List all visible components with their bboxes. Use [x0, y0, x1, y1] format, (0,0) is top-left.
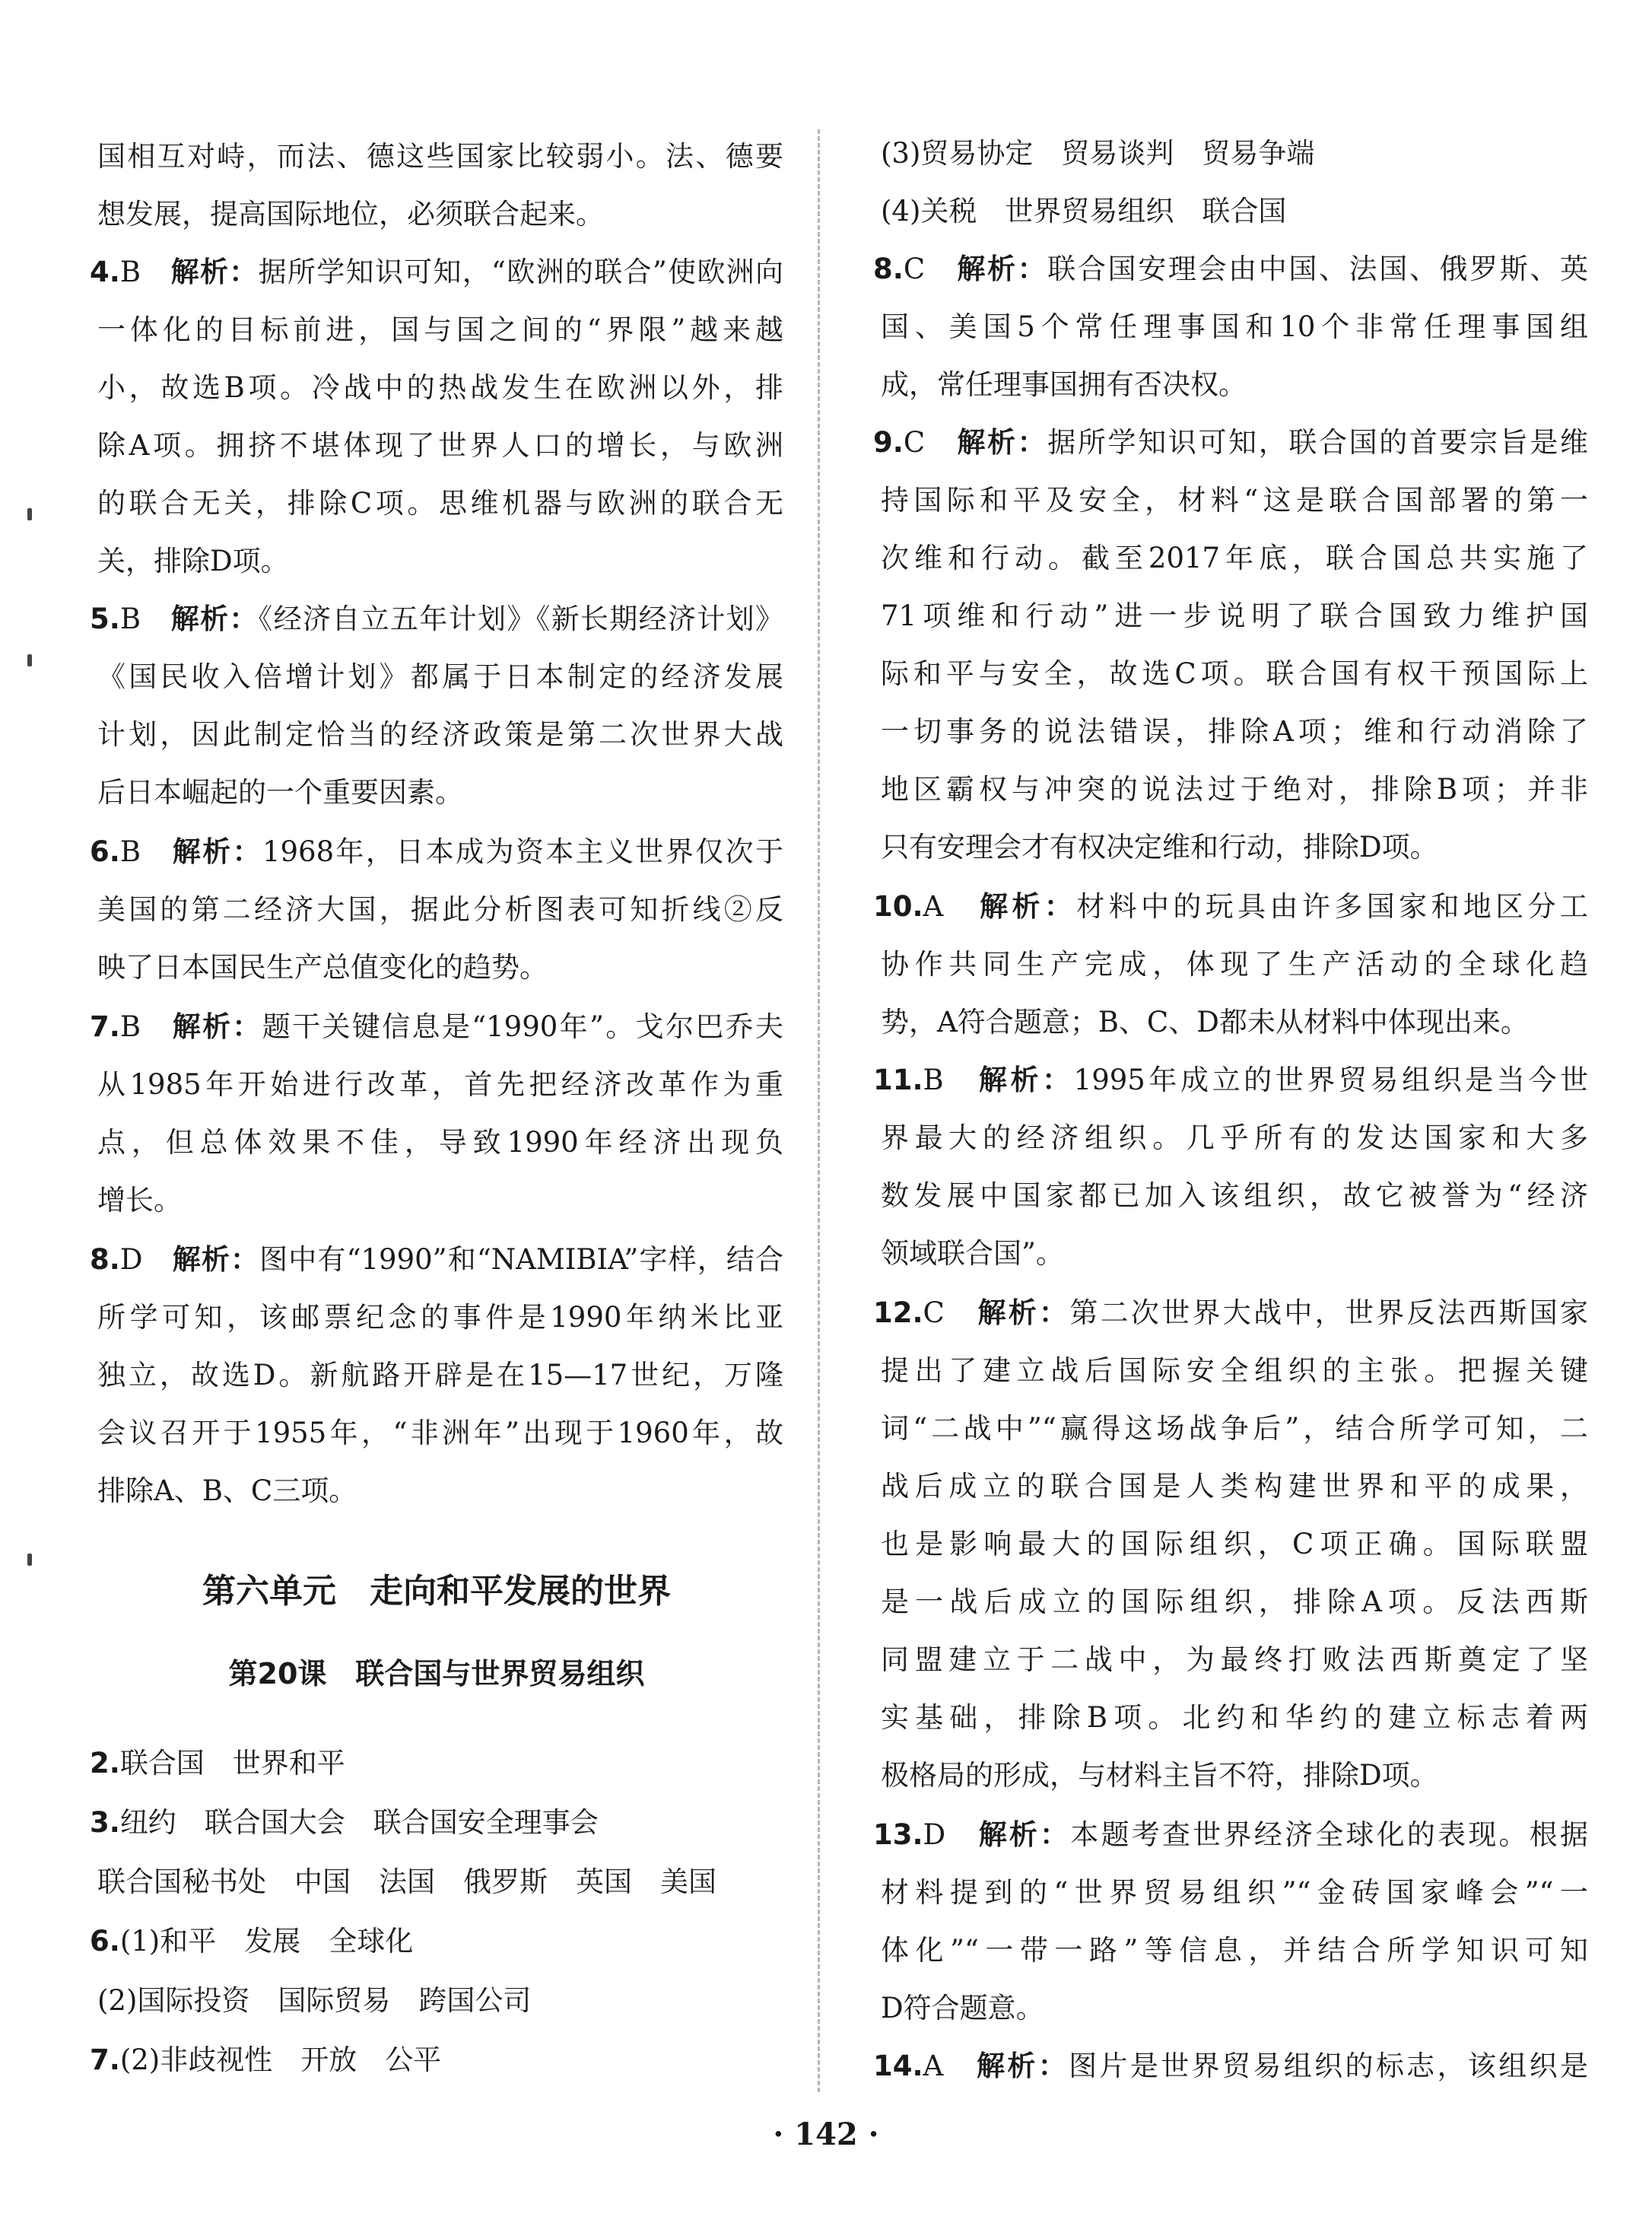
- answer-number: 7.: [90, 2043, 120, 2076]
- text-line: 后日本崛起的一个重要因素。: [97, 776, 463, 809]
- text-line: 美国的第二经济大国，据此分析图表可知折线②反: [97, 893, 783, 926]
- fill-in-6: [90, 1925, 783, 1958]
- text-line: 战后成立的联合国是人类构建世界和平的成果，: [881, 1470, 1588, 1503]
- answer-text: 题干关键信息是“1990年”。戈尔巴乔夫: [262, 1010, 784, 1043]
- text-line: 持国际和平及安全，材料“这是联合国部署的第一: [881, 484, 1588, 517]
- text-line: 映了日本国民生产总值变化的趋势。: [97, 951, 548, 984]
- text-line: 际和平与安全，故选C项。联合国有权干预国际上: [881, 657, 1588, 690]
- answer-choice: D: [119, 1243, 143, 1276]
- text-line: 是一战后成立的国际组织，排除A项。反法西斯: [881, 1585, 1588, 1618]
- text-line: 协作共同生产完成，体现了生产活动的全球化趋: [881, 948, 1588, 981]
- answer-choice: B: [119, 256, 141, 288]
- text-line: 领域联合国”。: [881, 1237, 1064, 1270]
- text-line: (3)贸易协定 贸易谈判 贸易争端: [881, 137, 1315, 170]
- analysis-label: 解析：: [978, 1818, 1071, 1851]
- text-line: 极格局的形成，与材料主旨不符，排除D项。: [881, 1759, 1438, 1792]
- fill-in-7: [90, 2043, 783, 2077]
- answer-number: 2.: [90, 1747, 120, 1779]
- analysis-label: 解析：: [977, 1296, 1070, 1329]
- answer-choice: D: [923, 1818, 946, 1851]
- answer-number: 12.: [873, 1296, 923, 1329]
- text-line: 想发展，提高国际地位，必须联合起来。: [97, 198, 604, 231]
- analysis-label: 解析：: [170, 256, 259, 288]
- text-line: 除A项。拥挤不堪体现了世界人口的增长，与欧洲: [97, 429, 783, 462]
- answer-number: 9.: [873, 426, 904, 459]
- text-line: 材料提到的“世界贸易组织”“金砖国家峰会”“一: [881, 1876, 1588, 1909]
- answer-number: 8.: [90, 1243, 120, 1276]
- answer-text: 材料中的玩具由许多国家和地区分工: [1076, 890, 1589, 923]
- text-line: 实基础，排除B项。北约和华约的建立标志着两: [881, 1701, 1588, 1734]
- text-line: 所学可知，该邮票纪念的事件是1990年纳米比亚: [97, 1301, 783, 1334]
- answer-text: 纽约 联合国大会 联合国安全理事会: [119, 1806, 599, 1839]
- text-line: 提出了建立战后国际安全组织的主张。把握关键: [881, 1354, 1588, 1387]
- answer-11-first-line: [873, 1064, 1588, 1097]
- answer-12-first-line: [873, 1296, 1588, 1330]
- answer-choice: B: [119, 835, 141, 868]
- answer-number: 14.: [873, 2050, 923, 2082]
- answer-number: 10.: [873, 890, 923, 923]
- answer-text: 《经济自立五年计划》《新长期经济计划》: [258, 603, 784, 635]
- analysis-label: 解析：: [977, 2050, 1069, 2082]
- answer-7-first-line: [90, 1010, 783, 1044]
- answer-choice: B: [119, 1010, 141, 1043]
- text-line: 国相互对峙，而法、德这些国家比较弱小。法、德要: [97, 140, 783, 173]
- text-line: 也是影响最大的国际组织，C项正确。国际联盟: [881, 1528, 1588, 1560]
- text-line: 从1985年开始进行改革，首先把经济改革作为重: [97, 1068, 783, 1101]
- answer-number: 3.: [90, 1806, 120, 1839]
- answer-text: 1968年，日本成为资本主义世界仅次于: [262, 835, 783, 868]
- answer-8-first-line: [90, 1243, 783, 1277]
- answer-text: 图片是世界贸易组织的标志，该组织是: [1069, 2050, 1589, 2082]
- answer-10-first-line: [873, 890, 1588, 924]
- answer-text: 联合国安理会由中国、法国、俄罗斯、英: [1047, 253, 1589, 285]
- text-line: 关，排除D项。: [97, 545, 289, 577]
- text-line: 《国民收入倍增计划》都属于日本制定的经济发展: [97, 660, 783, 693]
- answer-text: (1)和平 发展 全球化: [119, 1925, 414, 1958]
- text-line: 数发展中国家都已加入该组织，故它被誉为“经济: [881, 1179, 1588, 1212]
- analysis-label: 解析：: [980, 890, 1077, 923]
- answer-6-first-line: [90, 835, 783, 869]
- text-line: 增长。: [97, 1184, 182, 1217]
- answer-number: 11.: [873, 1064, 923, 1096]
- answer-number: 6.: [90, 835, 120, 868]
- analysis-label: 解析：: [172, 835, 262, 868]
- text-line: 会议召开于1955年，“非洲年”出现于1960年，故: [97, 1417, 783, 1449]
- column-divider: [818, 129, 820, 2092]
- answer-number: 5.: [90, 603, 120, 635]
- fill-in-2: [90, 1747, 783, 1780]
- answer-14-first-line: [873, 2050, 1588, 2083]
- analysis-label: 解析：: [170, 603, 259, 635]
- answer-8-first-line: [873, 253, 1588, 286]
- text-line: (4)关税 世界贸易组织 联合国: [881, 195, 1287, 227]
- text-line: 一体化的目标前进，国与国之间的“界限”越来越: [97, 313, 783, 346]
- answer-choice: C: [903, 253, 926, 285]
- answer-text: 据所学知识可知，联合国的首要宗旨是维: [1047, 426, 1589, 459]
- text-line: 界最大的经济组织。几乎所有的发达国家和大多: [881, 1121, 1588, 1154]
- answer-9-first-line: [873, 426, 1588, 460]
- answer-choice: C: [903, 426, 926, 459]
- text-line: 词“二战中”“赢得这场战争后”，结合所学可知，二: [881, 1412, 1588, 1445]
- answer-4-first-line: [90, 256, 783, 289]
- answer-choice: A: [923, 2050, 944, 2082]
- text-line: 成，常任理事国拥有否决权。: [881, 368, 1247, 401]
- answer-number: 7.: [90, 1010, 120, 1043]
- text-line: (2)国际投资 国际贸易 跨国公司: [97, 1984, 532, 2017]
- answer-choice: B: [119, 603, 141, 635]
- answer-text: 据所学知识可知，“欧洲的联合”使欧洲向: [258, 256, 783, 288]
- text-line: 国、美国5个常任理事国和10个非常任理事国组: [881, 310, 1588, 343]
- text-line: D符合题意。: [881, 1992, 1044, 2024]
- answer-choice: C: [923, 1296, 945, 1329]
- text-line: 地区霸权与冲突的说法过于绝对，排除B项；并非: [881, 773, 1588, 806]
- answer-text: 第二次世界大战中，世界反法西斯国家: [1069, 1296, 1589, 1329]
- text-line: 独立，故选D。新航路开辟是在15—17世纪，万隆: [97, 1359, 783, 1391]
- answer-number: 6.: [90, 1925, 120, 1958]
- text-line: 计划，因此制定恰当的经济政策是第二次世界大战: [97, 718, 783, 751]
- answer-text: 本题考查世界经济全球化的表现。根据: [1070, 1818, 1589, 1851]
- text-line: 的联合无关，排除C项。思维机器与欧洲的联合无: [97, 487, 783, 520]
- answer-text: 联合国 世界和平: [119, 1747, 345, 1779]
- text-line: 排除A、B、C三项。: [97, 1474, 357, 1507]
- text-line: 联合国秘书处 中国 法国 俄罗斯 英国 美国: [97, 1865, 716, 1898]
- analysis-label: 解析：: [957, 253, 1048, 285]
- text-line: 次维和行动。截至2017年底，联合国总共实施了: [881, 542, 1588, 574]
- text-line: 小，故选B项。冷战中的热战发生在欧洲以外，排: [97, 371, 783, 404]
- fill-in-3: [90, 1806, 783, 1840]
- answer-text: 1995年成立的世界贸易组织是当今世: [1073, 1064, 1588, 1096]
- page-number: · 142 ·: [773, 2117, 879, 2152]
- answer-5-first-line: [90, 603, 783, 636]
- answer-text: 图中有“1990”和“NAMIBIA”字样，结合: [259, 1243, 784, 1276]
- answer-number: 8.: [873, 253, 904, 285]
- text-line: 体化”“一带一路”等信息，并结合所学知识可知: [881, 1934, 1588, 1967]
- answer-text: (2)非歧视性 开放 公平: [119, 2043, 442, 2076]
- analysis-label: 解析：: [172, 1010, 262, 1043]
- binding-mark: [27, 508, 32, 520]
- binding-mark: [27, 1554, 32, 1566]
- answer-13-first-line: [873, 1818, 1588, 1852]
- analysis-label: 解析：: [172, 1243, 260, 1276]
- text-line: 势，A符合题意；B、C、D都未从材料中体现出来。: [881, 1006, 1529, 1038]
- answer-choice: B: [923, 1064, 944, 1096]
- answer-choice: A: [923, 890, 944, 923]
- lesson-title: 第20课 联合国与世界贸易组织: [228, 1657, 645, 1690]
- text-line: 一切事务的说法错误，排除A项；维和行动消除了: [881, 715, 1588, 748]
- analysis-label: 解析：: [978, 1064, 1074, 1096]
- binding-mark: [27, 654, 32, 666]
- text-line: 只有安理会才有权决定维和行动，排除D项。: [881, 831, 1438, 864]
- text-line: 同盟建立于二战中，为最终打败法西斯奠定了坚: [881, 1643, 1588, 1676]
- answer-number: 4.: [90, 256, 120, 288]
- answer-number: 13.: [873, 1818, 923, 1851]
- text-line: 点，但总体效果不佳，导致1990年经济出现负: [97, 1126, 783, 1159]
- analysis-label: 解析：: [957, 426, 1048, 459]
- unit-title: 第六单元 走向和平发展的世界: [202, 1572, 671, 1611]
- text-line: 71项维和行动”进一步说明了联合国致力维护国: [881, 600, 1588, 632]
